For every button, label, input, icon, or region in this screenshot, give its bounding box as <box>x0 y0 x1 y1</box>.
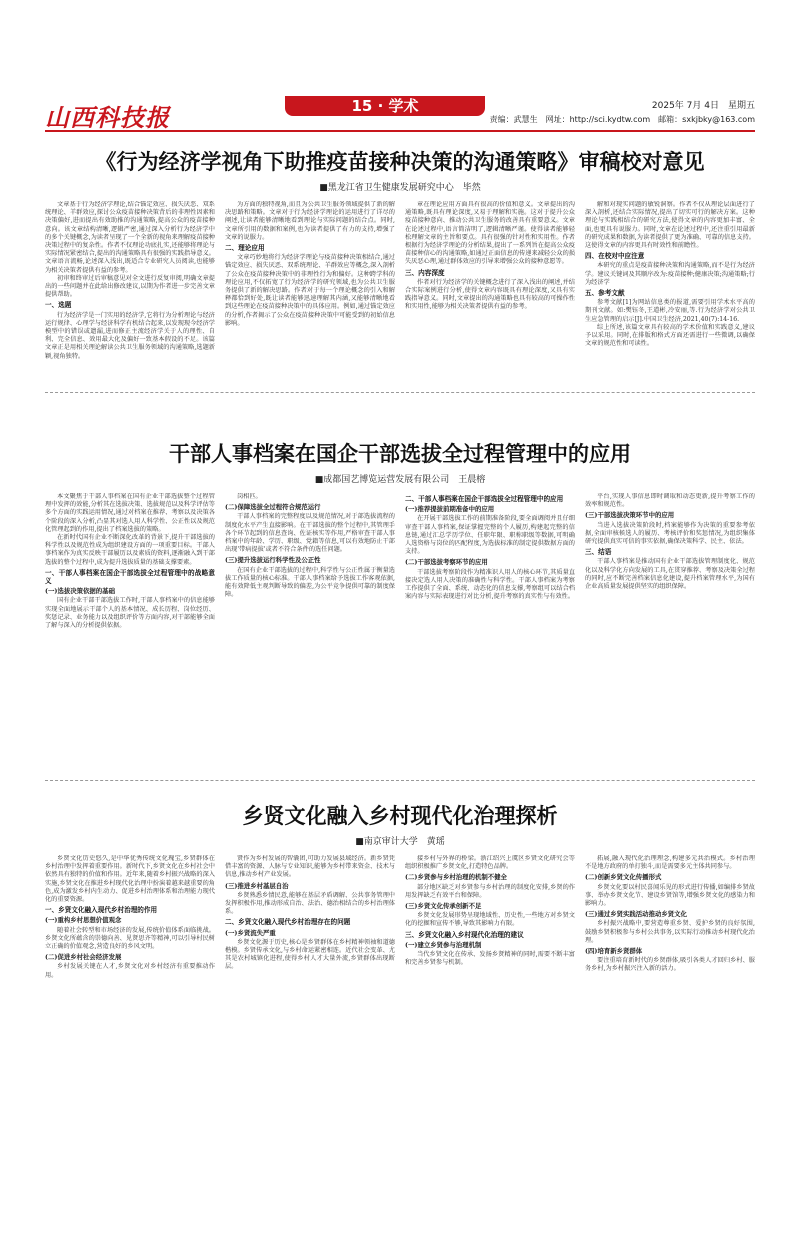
paragraph: 在新时代国有企业不断深化改革的背景下,提升干部选拔的科学性以及规范性成为组织建设方面的一项重要目标。干部人事档案作为真实反映干部履历以及素质的资料,逐渐融入到干部选拔的整个过程中,成为提升选拔质量的基础支撑要素。 <box>45 534 215 566</box>
article-body <box>45 201 755 381</box>
article-review <box>45 146 755 378</box>
article-column <box>405 493 575 773</box>
paragraph: 要注重培育新时代的乡贤群体,吸引各类人才回归乡村、服务乡村,为乡村振兴注入新的活力。 <box>585 957 755 973</box>
subsection-heading: (二)干部选拔考察环节的应用 <box>405 558 488 567</box>
masthead <box>45 94 755 130</box>
subsection-heading: (三)推进乡村基层自治 <box>225 881 289 890</box>
subsection-heading: (一)乡贤流失严重 <box>225 928 276 937</box>
subsection-heading: (三)通过乡贤实践活动推动乡贤文化 <box>585 910 687 919</box>
paragraph: 行为经济学是一门实用的经济学,它将行为分析理论与经济运行规律、心理学与经济科学有机结合起来,以发现现今经济学模型中的错误或遗漏,进而修正主流经济学关于人的理性、自利、完全信息、效用最大化及偏好一致基本假设的不足。该篇文章正是用相关理论解读公共卫生服务领域的沟通策略,选题新颖,视角独特。 <box>45 311 215 360</box>
subsection-heading: (三)干部选拔决策环节中的应用 <box>585 511 675 520</box>
article-column <box>45 855 215 1220</box>
paragraph: 文章基于行为经济学理论,结合锚定效应、损失厌恶、双系统理论、羊群效应,探讨公众疫苗接种决策背后的非理性因素和决策偏好,进而提出有效助推的沟通策略,提高公众的疫苗接种意向。该文章结构清晰,逻辑严密,通过深入分析行为经济学中的多个关键概念,为读者呈现了一个全新的视角来理解疫苗接种决策过程中的复杂性。作者不仅理论功底扎实,还能够将理论与实际情况紧密结合,提出的沟通策略具有很强的实践指导意义。文章语言流畅,论述深入浅出,既适合专业研究人员阅读,也能够为相关决策者提供有益的参考。 <box>45 201 215 274</box>
article-column <box>585 493 755 773</box>
article-byline: ■南京审计大学 黄瑶 <box>355 837 445 847</box>
issue-date: 2025年 7月 4日 星期五 <box>651 101 755 111</box>
subsection-heading: (一)推荐提拔前期准备中的应用 <box>405 505 495 514</box>
section-heading: 一、干部人事档案在国企干部选拔全过程管理中的战略意义 <box>45 568 215 586</box>
paragraph: 贤作为乡村发展的智囊团,可助力发展县域经济。新乡贤凭借丰富的资源、人脉与专业知识,能够为乡村带来资金、技术与信息,推动乡村产业发展。 <box>225 855 395 879</box>
subsection-heading: (三)提升选拔运行科学性及公正性 <box>225 556 321 565</box>
paragraph: 乡贤文化源于历史,核心是乡贤群体在乡村精神领袖和道德楷模。乡贤传承文化,与乡村命运紧密相连。近代社会变革、尤其是农村城镇化进程,使得乡村人才大量外流,乡贤群体出现断层。 <box>225 938 395 971</box>
subsection-heading: (二)促进乡村社会经济发展 <box>45 953 122 962</box>
article-column <box>585 855 755 1220</box>
paragraph: 作者对行为经济学的关键概念进行了深入浅出的阐述,并结合实际案例进行分析,使得文章内容既具有理论深度,又具有实践指导意义。同时,文章提出的沟通策略也具有较高的可操作性和实用性,能够为相关决策者提供有益的参考。 <box>405 278 575 311</box>
subsection-heading: (一)建立乡贤参与治理机制 <box>405 940 482 949</box>
paragraph: 解和对现实问题的敏锐洞察。作者不仅从理论层面进行了深入剖析,还结合实际情况,提出了切实可行的解决方案。这种理论与实践相结合的研究方法,使得文章的内容更加丰富、全面,也更具有说服力。同时,文章在论述过程中,还注重引用最新的研究成果和数据,为读者提供了更为准确、可靠的信息支持。这使得文章的内容更具有时效性和前瞻性。 <box>585 201 755 250</box>
paragraph: 当代乡贤文化在传承、发扬乡贤精神的同时,需要不断丰富和完善乡贤参与机制。 <box>405 951 575 967</box>
paragraph: 在开展干部选拔工作的前期准备阶段,要全面调阅并且仔细审查干部人事档案,保证掌握完整的个人履历,构建起完整的信息链,通过汇总学历学位、任职年限、职称职级等数据,可明确人选资格与岗位的匹配程度,为选拔标准的制定提供数据方面的支持。 <box>405 515 575 556</box>
article-body <box>45 493 755 773</box>
section-heading: 二、乡贤文化融入现代乡村治理存在的问题 <box>225 918 351 927</box>
masthead-rule <box>45 130 755 132</box>
paragraph: 综上所述,该篇文章具有较高的学术价值和实践意义,建议予以采用。同时,在排版和格式方面还需进行一些微调,以确保文章的规范性和可读性。 <box>585 323 755 348</box>
subsection-heading: (二)保障选拔全过程符合规范运行 <box>225 503 321 512</box>
paragraph: 岗相匹。 <box>237 493 262 500</box>
page-section-badge: 15 · 学术 <box>285 96 485 116</box>
paragraph: 部分地区缺乏对乡贤参与乡村治理的制度化安排,乡贤的作用发挥缺乏有效平台和保障。 <box>405 883 575 899</box>
section-heading: 三、乡贤文化融入乡村现代化治理的建议 <box>405 930 524 939</box>
paragraph: 在国有企业干部选拔的过程中,科学性与公正性属于衡量选拔工作质量的核心标准。干部人事档案给予选拔工作客观依据,能有效降低主观判断导致的偏差,为公平竞争提供可靠的制度保障。 <box>225 566 395 599</box>
article-title: 乡贤文化融入乡村现代化治理探析 <box>242 804 558 828</box>
article-rural-governance <box>45 800 755 1215</box>
section-heading: 三、内容深度 <box>405 268 445 277</box>
article-title: 干部人事档案在国企干部选拔全过程管理中的应用 <box>169 442 631 466</box>
section-heading: 二、干部人事档案在国企干部选拔全过程管理中的应用 <box>405 495 564 503</box>
paragraph: 参考文献[1]为网站信息类的报道,需要引用学术水平高的期刊文献。如:樊钰冬,王道彬,冷安丽,等.行为经济学对公共卫生应急管理的启示[J].中国卫生经济,2021,40(7):14-16. <box>585 299 755 323</box>
article-title: 《行为经济学视角下助推疫苗接种决策的沟通策略》审稿校对意见 <box>95 150 705 174</box>
section-heading: 五、参考文献 <box>585 289 625 298</box>
article-column <box>45 493 215 773</box>
paragraph: 为方面的独特视角,而且为公共卫生服务领域提供了新的解决思路和策略。文章对于行为经济学理论的运用进行了详尽的阐述,让读者能够清晰地看到理论与实际问题的结合点。同时,文章所引用的数据和案例,也为读者提供了有力的支持,增强了文章的说服力。 <box>225 201 395 241</box>
paragraph: 干部人事档案的完整程度以及规范情况,对于部选拔流程的制度化水平产生直接影响。在干部选拔的整个过程中,其管理手各个环节起到的信息查询、佐证核实等作用,严格审查干部人事档案中的年龄、学历、职级、党籍等信息,可以有效地防止干部出现'带病提拔'或者不符合条件的选任问题。 <box>225 513 395 554</box>
section-heading: 二、理论应用 <box>225 244 265 253</box>
divider <box>45 780 755 781</box>
section-heading: 四、在校对中应注意 <box>585 252 645 261</box>
paragraph: 拓展,融入现代化治理理念,构建多元共治模式。乡村治理不是地方政府的单打独斗,而是需要多元主体共同参与。 <box>585 855 755 871</box>
paragraph: 本文聚焦于干部人事档案在国有企业干部选拔整个过程管理中发挥的效能,分析其在选拔决策、选拔规范以及科学评估等多个方面的实践运用情况,通过对档案在推荐、考察以及决策各个阶段的深入分析,凸显其对选人用人科学性、公正性以及规范化管理起到的作用,提出了档案选拔的策略。 <box>45 493 215 533</box>
article-byline: ■成都国艺博览运营发展有限公司 王晨榕 <box>314 475 486 485</box>
paragraph: 乡贤文化历史悠久,是中华优秀传统文化瑰宝,乡贤群体在乡村治理中发挥着重要作用。新时代下,乡贤文化在乡村社会中依然具有独特的价值和作用。近年来,随着乡村振兴战略的深入实施,乡贤文化在推进乡村现代化治理中扮演着越来越重要的角色,成为激发乡村内生动力、促进乡村治理体系和治理能力现代化的重要资源。 <box>45 855 215 904</box>
article-column <box>45 201 215 381</box>
article-byline: ■黑龙江省卫生健康发展研究中心 毕然 <box>319 183 481 193</box>
paragraph: 乡贤文化发展形势呈现地域性、历史性,一些地方对乡贤文化的挖掘和宣传不够,导致其影响力有限。 <box>405 912 575 928</box>
article-column <box>225 855 395 1220</box>
paragraph: 乡贤文化要以村民喜闻乐见的形式进行传播,如编排乡贤故事、举办乡贤文化节、建设乡贤馆等,增强乡贤文化的感染力和影响力。 <box>585 883 755 908</box>
paragraph: 平台,实现人事信息即时调取和动态更新,提升考察工作的效率和规范性。 <box>585 493 755 509</box>
editor-credits: 责编：武慧生 网址：http://sci.kydtw.com 邮箱：sxkjbky@163.com <box>489 115 755 124</box>
section-heading: 一、选题 <box>45 301 72 310</box>
subsection-heading: (二)乡贤参与乡村治理的机制不健全 <box>405 873 507 882</box>
divider <box>45 392 755 393</box>
subsection-heading: (一)选拔决策依据的基础 <box>45 587 115 596</box>
subsection-heading: (一)重构乡村思想价值观念 <box>45 916 122 925</box>
article-column <box>405 855 575 1220</box>
paragraph: 乡贤熟悉乡情民意,能够在基层矛盾调解、公共事务管理中发挥积极作用,推动形成自治、法治、德治相结合的乡村治理体系。 <box>225 891 395 916</box>
paragraph: 国有企业干部干部选拔工作时,干部人事档案中的信息能够实现全面地展示干部个人的基本情况、成长历程、岗位经历、奖惩记录、业务能力以及组织评价等方面内容,对干部能够全面了解与深入的分析提供依据。 <box>45 597 215 630</box>
article-column <box>405 201 575 381</box>
section-heading: 一、乡贤文化融入现代乡村治理的作用 <box>45 906 158 915</box>
paragraph: 乡村发展关键在人才,乡贤文化对乡村经济有重要推动作用。 <box>45 963 215 979</box>
newspaper-logo: 山西科技报 <box>45 103 170 132</box>
paragraph: 接乡村与外界的桥梁。浙江绍兴上虞区乡贤文化研究会等组织积极推广乡贤文化,打造特色品牌。 <box>405 855 575 871</box>
paragraph: 随着社会转型和市场经济的发展,传统价值体系面临挑战。乡贤文化所蕴含的崇德向善、见贤思齐等精神,可以引导村民树立正确的价值观念,营造良好的乡风文明。 <box>45 926 215 951</box>
article-body <box>45 855 755 1220</box>
subsection-heading: (四)培育新乡贤群体 <box>585 947 643 956</box>
paragraph: 干部人事档案是推动国有企业干部选拔管理制度化、规范化以及科学化方向发展的工具,在贯穿推荐、考察及决策全过程的同时,应不断完善档案信息化建设,提升档案管理水平,为国有企业高质量发展提供坚实的组织保障。 <box>585 558 755 591</box>
paragraph: 文章巧妙地将行为经济学理论与疫苗接种决策相结合,通过锚定效应、损失厌恶、双系统理论、羊群效应等概念,深入剖析了公众在疫苗接种决策中的非理性行为和偏好。这种跨学科的理论应用,不仅拓宽了行为经济学的研究领域,也为公共卫生服务提供了新的解决思路。作者对于每一个理论概念的引入和解释都恰到好处,既让读者能够迅速理解其内涵,又能够清晰地看到这些理论在疫苗接种决策中的具体应用。例如,通过锚定效应的分析,作者揭示了公众在疫苗接种决策中可能受到的初始信息影响。 <box>225 254 395 327</box>
article-column <box>225 201 395 381</box>
article-column <box>225 493 395 773</box>
section-heading: 三、结语 <box>585 548 612 557</box>
article-column <box>585 201 755 381</box>
paragraph: 章在理论应用方面具有很高的价值和意义。文章提出的沟通策略,既具有理论深度,又易于理解和实施。这对于提升公众疫苗接种意向、推动公共卫生服务的改善具有重要意义。文章在论述过程中,语言简洁明了,逻辑清晰严谨。使得读者能够轻松理解文章的主旨和要点。具有很强的针对性和实用性。作者根据行为经济学理论的分析结果,提出了一系列旨在提高公众疫苗接种信心的沟通策略,如通过正面信息的传递来减轻公众的损失厌恶心理,通过群体效应的引导来增强公众的接种意愿等。 <box>405 201 575 266</box>
subsection-heading: (三)乡贤文化传承创新不足 <box>405 902 482 911</box>
article-cadre-archives <box>45 438 755 772</box>
paragraph: 初审和终审过后审稿意见对全文进行反复审阅,明确文章提出的一些问题并在此给出修改建议,以期为作者进一步完善文章提供帮助。 <box>45 274 215 299</box>
paragraph: 干部选拔考察阶段作为精准识人用人的核心环节,其质量直接决定选人用人决策的准确性与科学性。干部人事档案为考察工作提供了全面、系统、动态化的信息支撑,考察组可以结合档案内容与实际表现进行对比分析,提升考察的真实性与有效性。 <box>405 568 575 601</box>
paragraph: 本研究的重点是疫苗接种决策和沟通策略,而不是行为经济学。建议关键词及其顺序改为:疫苗接种;健康决策;沟通策略;行为经济学 <box>585 262 755 286</box>
paragraph: 乡村振兴战略中,要营造尊重乡贤、爱护乡贤的良好氛围,鼓励乡贤积极参与乡村公共事务,以实际行动推动乡村现代化治理。 <box>585 920 755 944</box>
subsection-heading: (二)创新乡贤文化传播形式 <box>585 873 662 882</box>
paragraph: 当进入选拔决策阶段时,档案能够作为决策的重要参考依据,全面审核候选人的履历、考核评价和奖惩情况,为组织集体研究提供真实可信的事实依据,确保决策科学、民主、依法。 <box>585 521 755 546</box>
